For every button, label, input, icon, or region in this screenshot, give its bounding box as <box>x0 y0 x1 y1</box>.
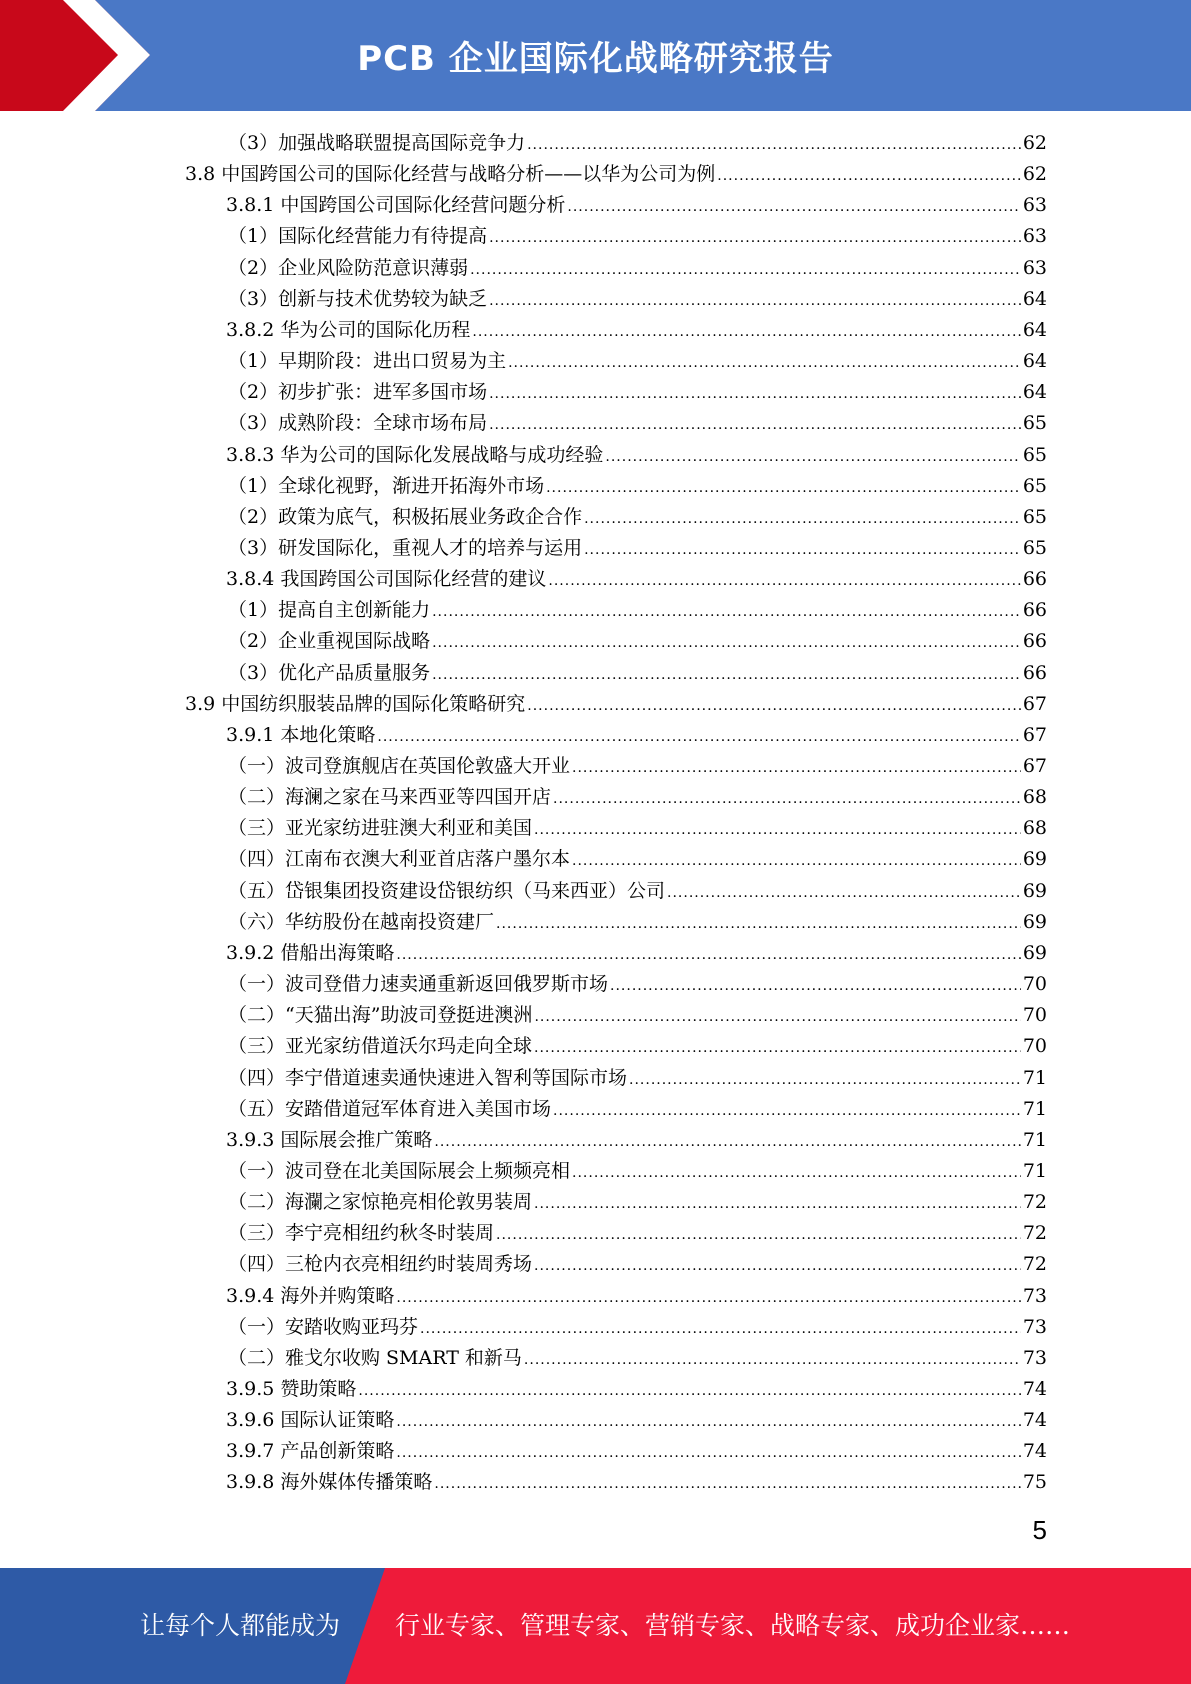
toc-entry-page: 75 <box>1022 1471 1047 1494</box>
toc-entry-title: （四）江南布衣澳大利亚首店落户墨尔本 <box>228 848 571 871</box>
toc-leader-dots <box>508 348 1021 379</box>
toc-entry-page: 64 <box>1022 287 1047 310</box>
toc-entry[interactable] <box>226 190 1047 221</box>
toc-entry-title: 3.9.6 国际认证策略 <box>226 1409 395 1432</box>
toc-entry-page: 69 <box>1022 941 1047 964</box>
toc-entry-title: 3.9.8 海外媒体传播策略 <box>226 1471 433 1494</box>
toc-entry-title: （二）海澜之家在马来西亚等四国开店 <box>228 786 552 809</box>
toc-entry-title: 3.9.5 赞助策略 <box>226 1378 357 1400</box>
toc-entry-title: 3.8.4 我国跨国公司国际化经营的建议 <box>226 568 547 591</box>
toc-leader-dots <box>527 691 1021 722</box>
toc-leader-dots <box>434 1469 1020 1500</box>
toc-leader-dots <box>470 255 1021 286</box>
toc-entry-title: （一）波司登在北美国际展会上频频亮相 <box>228 1159 571 1182</box>
toc-entry[interactable] <box>228 844 1047 875</box>
toc-entry[interactable] <box>226 1467 1047 1498</box>
toc-entry-title: （2）企业重视国际战略 <box>228 630 431 653</box>
report-title: PCB 企业国际化战略研究报告 <box>357 39 834 79</box>
toc-entry[interactable] <box>228 813 1047 844</box>
toc-leader-dots <box>605 442 1020 473</box>
toc-leader-dots <box>432 597 1021 628</box>
toc-leader-dots <box>667 878 1021 909</box>
toc-leader-dots <box>434 1127 1020 1158</box>
toc-entry[interactable] <box>228 1249 1047 1280</box>
toc-leader-dots <box>420 1314 1021 1345</box>
toc-entry-title: 3.9.1 本地化策略 <box>226 723 376 746</box>
toc-entry-page: 67 <box>1022 755 1047 777</box>
toc-leader-dots <box>553 784 1021 815</box>
toc-entry[interactable] <box>228 502 1047 533</box>
toc-leader-dots <box>396 940 1020 971</box>
toc-entry-title: （1）早期阶段：进出口贸易为主 <box>228 350 507 373</box>
toc-leader-dots <box>524 1345 1021 1376</box>
toc-leader-dots <box>489 410 1021 441</box>
toc-leader-dots <box>534 815 1021 846</box>
toc-entry-page: 74 <box>1022 1440 1047 1463</box>
toc-entry-page: 63 <box>1022 225 1047 248</box>
toc-entry[interactable] <box>228 658 1047 689</box>
toc-leader-dots <box>496 1220 1021 1251</box>
toc-entry-title: （3）成熟阶段：全球市场布局 <box>228 412 488 435</box>
toc-leader-dots <box>717 161 1021 192</box>
toc-entry-page: 65 <box>1022 536 1047 559</box>
toc-entry-title: （3）加强战略联盟提高国际竞争力 <box>228 132 526 154</box>
toc-entry[interactable] <box>228 1094 1047 1125</box>
toc-entry-page: 64 <box>1022 318 1047 341</box>
toc-entry-title: （2）政策为底气，积极拓展业务政企合作 <box>228 505 583 528</box>
toc-entry[interactable] <box>228 471 1047 502</box>
toc-leader-dots <box>584 535 1021 566</box>
toc-entry[interactable] <box>228 751 1047 782</box>
page-number: 5 <box>1032 1515 1047 1545</box>
toc-entry-page: 65 <box>1022 412 1047 435</box>
toc-leader-dots <box>489 223 1021 254</box>
toc-leader-dots <box>496 909 1021 940</box>
toc-entry-page: 72 <box>1022 1191 1047 1214</box>
toc-leader-dots <box>546 473 1021 504</box>
toc-entry[interactable] <box>226 1405 1047 1436</box>
toc-entry-title: （三）亚光家纺借道沃尔玛走向全球 <box>228 1035 533 1058</box>
toc-entry[interactable] <box>228 1000 1047 1031</box>
toc-entry-page: 65 <box>1022 443 1047 466</box>
toc-leader-dots <box>584 504 1021 535</box>
toc-entry-page: 68 <box>1022 786 1047 809</box>
toc-entry-title: （四）李宁借道速卖通快速进入智利等国际市场 <box>228 1066 628 1089</box>
toc-entry-page: 66 <box>1022 568 1047 591</box>
toc-entry[interactable] <box>228 1218 1047 1249</box>
toc-leader-dots <box>572 753 1021 784</box>
toc-entry-page: 66 <box>1022 630 1047 653</box>
toc-leader-dots <box>534 1251 1021 1282</box>
toc-entry[interactable] <box>228 221 1047 252</box>
toc-entry-title: （三）李宁亮相纽约秋冬时装周 <box>228 1222 495 1245</box>
toc-leader-dots <box>567 192 1020 223</box>
toc-entry-page: 72 <box>1022 1253 1047 1276</box>
toc-entry-title: 3.9 中国纺织服装品牌的国际化策略研究 <box>185 692 526 715</box>
toc-entry[interactable] <box>226 1374 1047 1405</box>
toc-leader-dots <box>534 1033 1021 1064</box>
toc-leader-dots <box>527 130 1021 161</box>
toc-entry[interactable] <box>228 626 1047 657</box>
toc-entry[interactable] <box>185 689 1047 720</box>
toc-entry[interactable] <box>228 782 1047 813</box>
toc-entry-title: 3.9.4 海外并购策略 <box>226 1284 395 1307</box>
toc-entry[interactable] <box>226 564 1047 595</box>
toc-entry[interactable] <box>228 876 1047 907</box>
toc-entry-title: （2）初步扩张：进军多国市场 <box>228 381 488 404</box>
toc-leader-dots <box>377 722 1020 753</box>
toc-entry[interactable] <box>228 907 1047 938</box>
toc-entry[interactable] <box>228 533 1047 564</box>
toc-entry[interactable] <box>228 253 1047 284</box>
toc-leader-dots <box>489 286 1021 317</box>
toc-entry-page: 64 <box>1022 381 1047 404</box>
toc-entry-page: 73 <box>1022 1315 1047 1338</box>
toc-entry-title: （五）岱银集团投资建设岱银纺织（马来西亚）公司 <box>228 879 666 902</box>
toc-leader-dots <box>432 660 1021 691</box>
toc-entry-page: 70 <box>1022 1035 1047 1058</box>
toc-entry-page: 71 <box>1022 1128 1047 1151</box>
toc-entry[interactable] <box>228 1187 1047 1218</box>
toc-entry[interactable] <box>228 346 1047 377</box>
toc-leader-dots <box>572 846 1021 877</box>
toc-entry[interactable] <box>228 1031 1047 1062</box>
toc-leader-dots <box>489 379 1021 410</box>
toc-entry-page: 68 <box>1022 817 1047 840</box>
toc-entry-title: （五）安踏借道冠军体育进入美国市场 <box>228 1097 552 1120</box>
toc-leader-dots <box>534 1189 1021 1220</box>
toc-entry-title: 3.9.2 借船出海策略 <box>226 941 395 964</box>
toc-leader-dots <box>432 628 1021 659</box>
toc-entry-title: （二）海瀾之家惊艳亮相伦敦男装周 <box>228 1191 533 1214</box>
toc-entry-page: 65 <box>1022 505 1047 528</box>
toc-entry-page: 70 <box>1022 973 1047 996</box>
toc-entry-page: 64 <box>1022 350 1047 373</box>
toc-entry[interactable] <box>226 1281 1047 1312</box>
toc-entry-title: 3.8.1 中国跨国公司国际化经营问题分析 <box>226 194 566 217</box>
toc-entry-page: 63 <box>1022 256 1047 279</box>
toc-entry-page: 66 <box>1022 599 1047 622</box>
toc-entry[interactable] <box>226 938 1047 969</box>
toc-entry-page: 73 <box>1022 1346 1047 1369</box>
toc-entry-title: （1）提高自主创新能力 <box>228 599 431 622</box>
toc-leader-dots <box>610 971 1021 1002</box>
toc-entry[interactable] <box>226 315 1047 346</box>
toc-entry[interactable] <box>228 377 1047 408</box>
toc-leader-dots <box>472 317 1020 348</box>
toc-leader-dots <box>572 1158 1021 1189</box>
toc-entry-page: 66 <box>1022 661 1047 684</box>
toc-entry-page: 67 <box>1022 692 1047 715</box>
page-footer <box>0 1568 1191 1684</box>
footer-slogan-right: 行业专家、管理专家、营销专家、战略专家、成功企业家…… <box>395 1611 1071 1640</box>
toc-entry-title: （3）创新与技术优势较为缺乏 <box>228 287 488 310</box>
toc-entry[interactable] <box>228 128 1047 159</box>
toc-entry[interactable] <box>228 1312 1047 1343</box>
toc-entry-title: 3.8.3 华为公司的国际化发展战略与成功经验 <box>226 443 604 466</box>
toc-entry-title: （2）企业风险防范意识薄弱 <box>228 256 469 279</box>
toc-leader-dots <box>548 566 1020 597</box>
toc-entry-title: （二）雅戈尔收购 SMART 和新马 <box>228 1346 522 1369</box>
toc-leader-dots <box>396 1438 1020 1469</box>
toc-entry-title: （四）三枪内衣亮相纽约时装周秀场 <box>228 1253 533 1276</box>
toc-entry[interactable] <box>226 440 1047 471</box>
toc-entry-title: 3.9.3 国际展会推广策略 <box>226 1128 433 1151</box>
toc-leader-dots <box>396 1283 1020 1314</box>
toc-entry[interactable] <box>226 1436 1047 1467</box>
toc-entry-page: 74 <box>1022 1409 1047 1432</box>
toc-entry[interactable] <box>226 1125 1047 1156</box>
toc-entry-title: （1）全球化视野，渐进开拓海外市场 <box>228 474 545 497</box>
toc-entry-page: 69 <box>1022 879 1047 902</box>
toc-entry-page: 65 <box>1022 474 1047 497</box>
toc-entry[interactable] <box>185 159 1047 190</box>
toc-entry-title: （一）波司登旗舰店在英国伦敦盛大开业 <box>228 755 571 777</box>
footer-slogan-left: 让每个人都能成为 <box>140 1611 341 1640</box>
toc-entry-page: 71 <box>1022 1159 1047 1182</box>
toc-entry[interactable] <box>228 284 1047 315</box>
toc-entry-title: 3.8.2 华为公司的国际化历程 <box>226 318 471 341</box>
toc-entry-page: 72 <box>1022 1222 1047 1245</box>
toc-entry[interactable] <box>228 408 1047 439</box>
toc-entry-title: （一）安踏收购亚玛芬 <box>228 1315 419 1338</box>
toc-entry-title: （1）国际化经营能力有待提高 <box>228 225 488 248</box>
toc-leader-dots <box>629 1065 1021 1096</box>
toc-entry-page: 62 <box>1022 163 1047 186</box>
toc-entry[interactable] <box>226 720 1047 751</box>
toc-entry-title: （一）波司登借力速卖通重新返回俄罗斯市场 <box>228 973 609 996</box>
toc-entry[interactable] <box>228 1063 1047 1094</box>
toc-entry-title: （3）研发国际化，重视人才的培养与运用 <box>228 536 583 559</box>
toc-entry[interactable] <box>228 1343 1047 1374</box>
toc-entry-page: 63 <box>1022 194 1047 217</box>
toc-leader-dots <box>358 1376 1020 1407</box>
toc-entry-page: 67 <box>1022 723 1047 746</box>
header-chevron-decoration <box>0 0 160 111</box>
toc-entry-title: （3）优化产品质量服务 <box>228 661 431 684</box>
toc-entry-page: 70 <box>1022 1004 1047 1027</box>
toc-entry-page: 62 <box>1022 132 1047 154</box>
toc-entry-title: 3.9.7 产品创新策略 <box>226 1440 395 1463</box>
toc-entry-page: 69 <box>1022 910 1047 933</box>
toc-leader-dots <box>553 1096 1021 1127</box>
toc-entry-title: 3.8 中国跨国公司的国际化经营与战略分析——以华为公司为例 <box>185 163 716 186</box>
toc-leader-dots <box>534 1002 1020 1033</box>
toc-leader-dots <box>396 1407 1020 1438</box>
toc-entry-page: 73 <box>1022 1284 1047 1307</box>
toc-entry-page: 74 <box>1022 1378 1047 1400</box>
toc-entry-title: （三）亚光家纺进驻澳大利亚和美国 <box>228 817 533 840</box>
toc-entry-page: 69 <box>1022 848 1047 871</box>
toc-entry-title: （二）“天猫出海”助波司登挺进澳洲 <box>228 1004 533 1027</box>
toc-entry[interactable] <box>228 1156 1047 1187</box>
page-header <box>0 0 1191 111</box>
toc-entry[interactable] <box>228 595 1047 626</box>
toc-entry-title: （六）华纺股份在越南投资建厂 <box>228 910 495 933</box>
toc-entry-page: 71 <box>1022 1066 1047 1089</box>
toc-entry-page: 71 <box>1022 1097 1047 1120</box>
toc-entry[interactable] <box>228 969 1047 1000</box>
